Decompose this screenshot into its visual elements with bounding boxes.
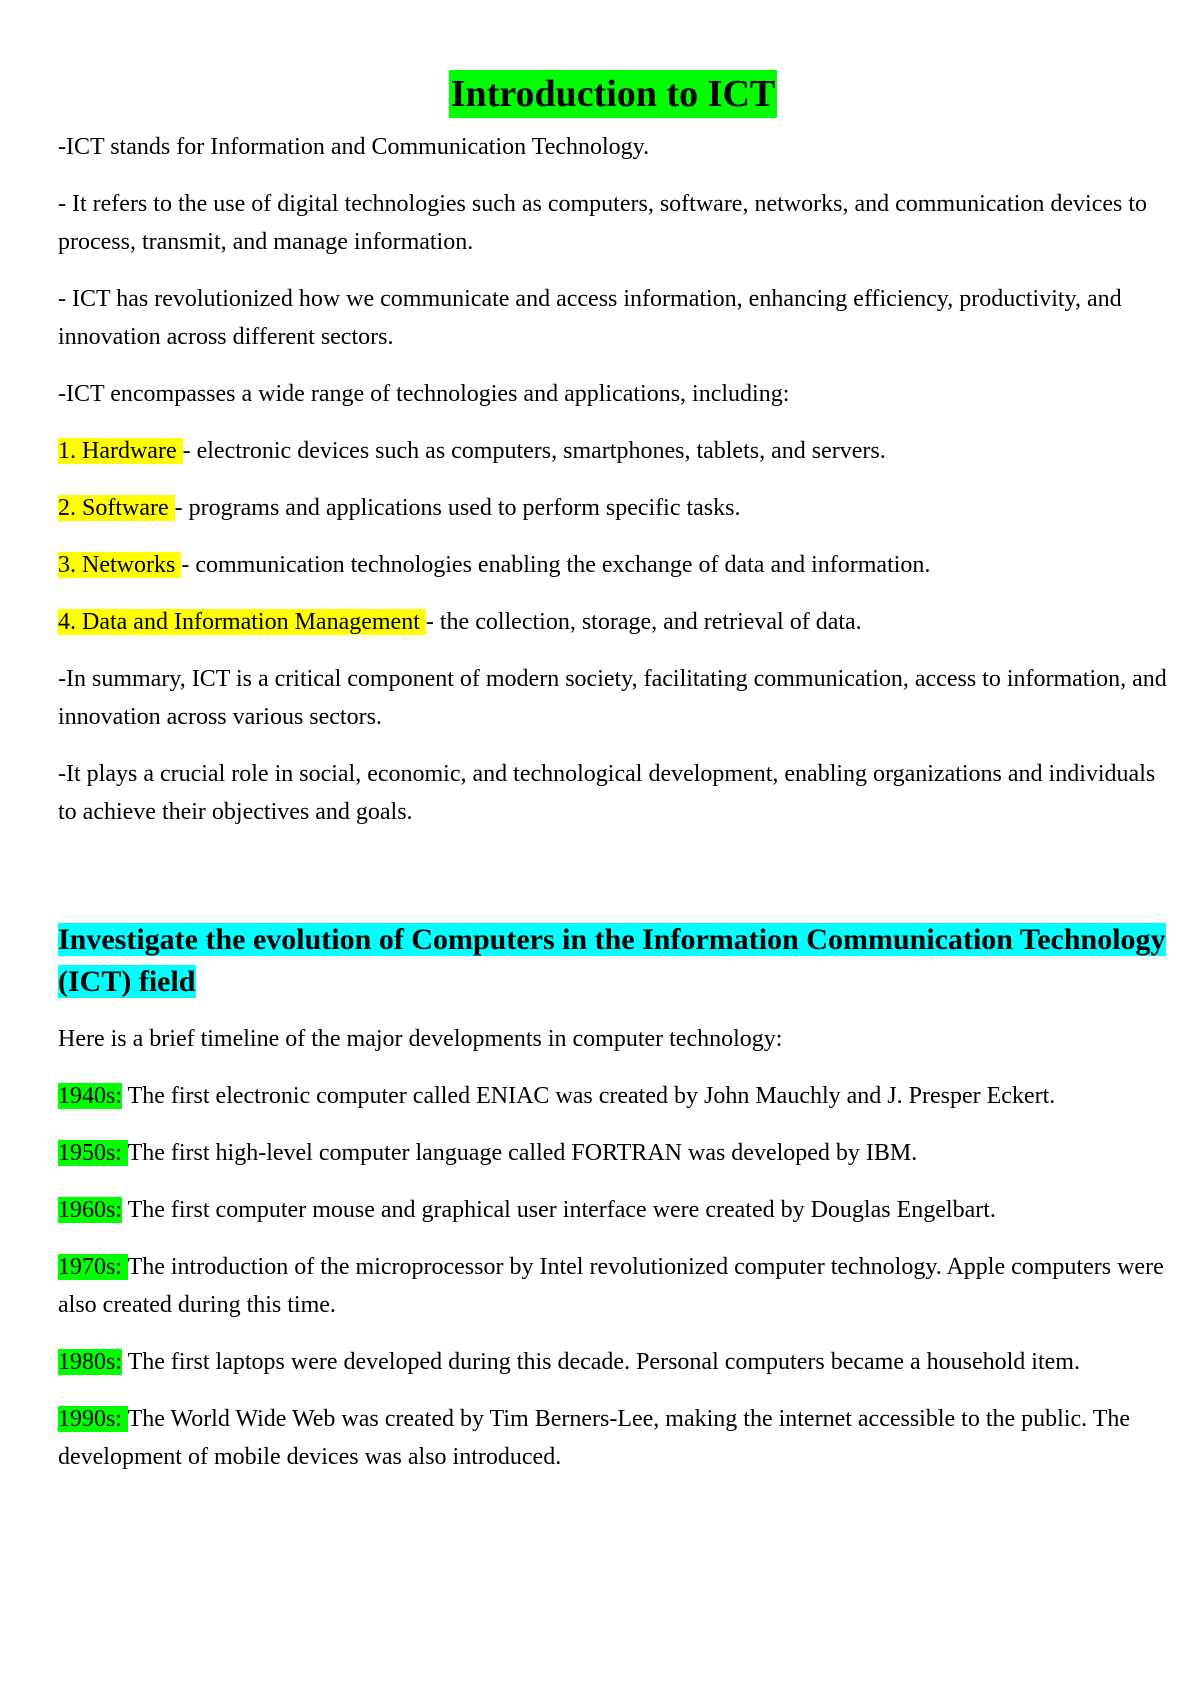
intro-paragraph-4: -ICT encompasses a wide range of technologies and applications, including:	[58, 381, 790, 407]
section-heading-text: Investigate the evolution of Computers in the Information Communication Technology (ICT) field	[58, 923, 1166, 998]
timeline-text: The World Wide Web was created by Tim Berners-Lee, making the internet accessible to the public. The development of mobile devices was also introduced.	[58, 1406, 1131, 1470]
intro-paragraph-2: - It refers to the use of digital technologies such as computers, software, networks, and communication devices to process, transmit, and manage information.	[58, 191, 1148, 255]
list-text: - electronic devices such as computers, smartphones, tablets, and servers.	[182, 438, 886, 464]
list-item-hardware	[58, 432, 1168, 470]
list-item-data-management	[58, 603, 1168, 641]
summary-paragraph-1: -In summary, ICT is a critical component of modern society, facilitating communication, access to information, and innovation across various sectors.	[58, 666, 1167, 730]
timeline-decade: 1960s:	[58, 1197, 123, 1223]
list-text: - communication technologies enabling the exchange of data and information.	[181, 552, 931, 578]
timeline-decade: 1980s:	[58, 1349, 123, 1375]
list-label: 2. Software	[58, 495, 175, 521]
list-text: - programs and applications used to perform specific tasks.	[174, 495, 741, 521]
list-label: 1. Hardware	[58, 438, 183, 464]
intro-paragraph-3: - ICT has revolutionized how we communicate and access information, enhancing efficiency, productivity, and innovation across different sectors.	[58, 286, 1122, 350]
list-item-software	[58, 489, 1168, 527]
timeline-text: The first computer mouse and graphical user interface were created by Douglas Engelbart.	[122, 1197, 996, 1223]
timeline-text: The first high-level computer language called FORTRAN was developed by IBM.	[127, 1140, 918, 1166]
timeline-decade: 1970s:	[58, 1254, 128, 1280]
timeline-decade: 1940s:	[58, 1083, 123, 1109]
timeline-decade: 1990s:	[58, 1406, 128, 1432]
timeline-text: The first laptops were developed during this decade. Personal computers became a household item.	[122, 1349, 1080, 1375]
list-text: - the collection, storage, and retrieval of data.	[425, 609, 862, 635]
summary-paragraph-2: -It plays a crucial role in social, economic, and technological development, enabling organizations and individuals to achieve their objectives and goals.	[58, 761, 1156, 825]
list-item-networks	[58, 546, 1168, 584]
timeline-item-1990s	[58, 1400, 1168, 1476]
timeline-item-1970s	[58, 1248, 1168, 1324]
timeline-text: The first electronic computer called ENIAC was created by John Mauchly and J. Presper Eckert.	[122, 1083, 1056, 1109]
timeline-item-1960s	[58, 1191, 1168, 1229]
page-title: Introduction to ICT	[449, 70, 777, 118]
list-label: 4. Data and Information Management	[58, 609, 426, 635]
timeline-item-1980s	[58, 1343, 1168, 1381]
title-wrap	[58, 70, 1168, 118]
document-page	[58, 70, 1168, 1495]
timeline-decade: 1950s:	[58, 1140, 128, 1166]
timeline-text: The introduction of the microprocessor by Intel revolutionized computer technology. Apple computers were also created during this time.	[58, 1254, 1164, 1318]
timeline-intro: Here is a brief timeline of the major developments in computer technology:	[58, 1026, 783, 1052]
intro-paragraph-1: -ICT stands for Information and Communication Technology.	[58, 134, 650, 160]
section-heading	[58, 919, 1168, 1003]
timeline-item-1950s	[58, 1134, 1168, 1172]
timeline-item-1940s	[58, 1077, 1168, 1115]
list-label: 3. Networks	[58, 552, 182, 578]
